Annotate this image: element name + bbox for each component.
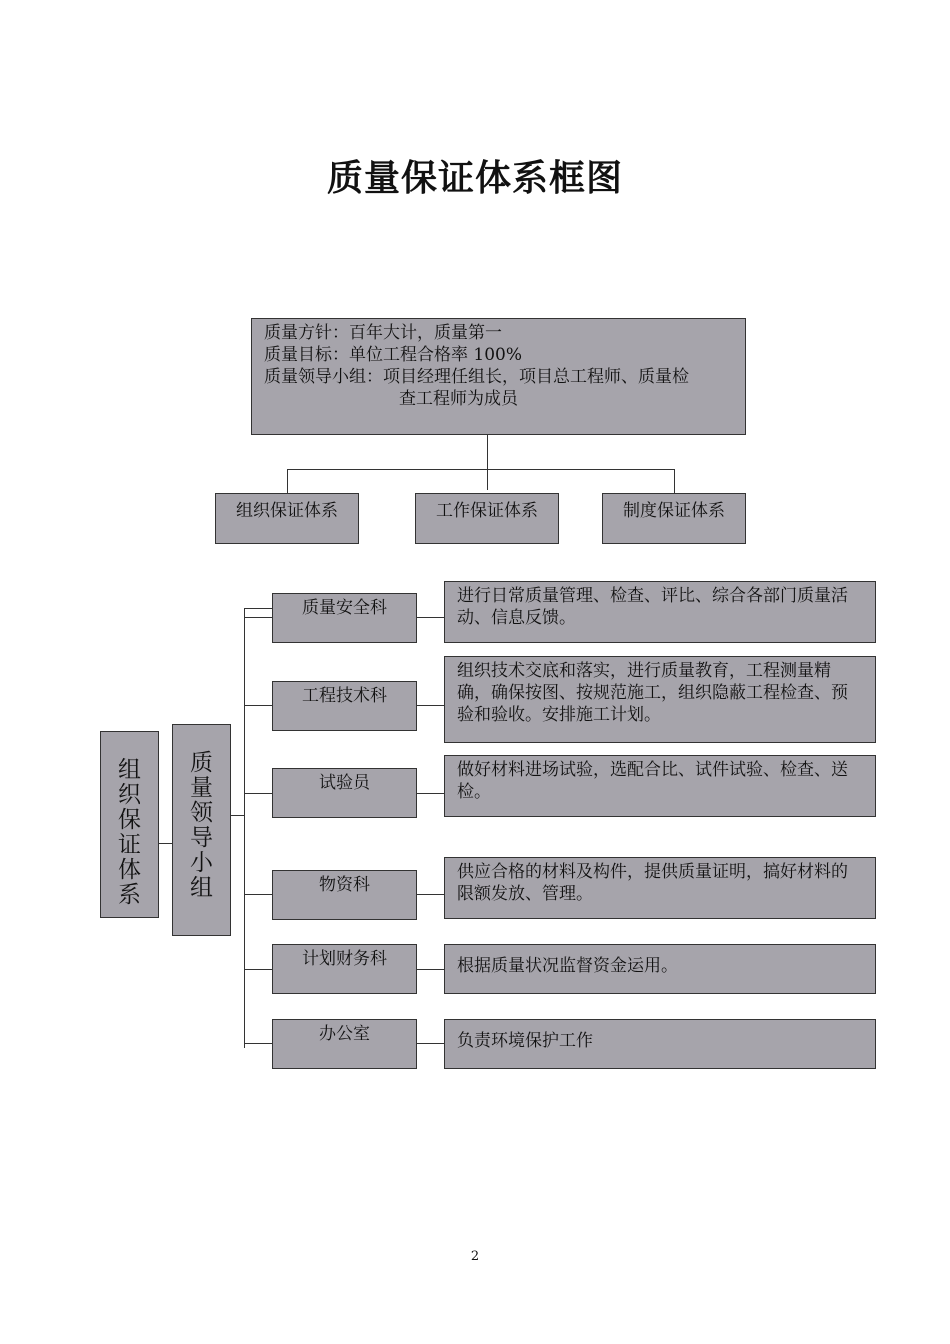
dept-box-quality-safety: 质量安全科: [272, 593, 417, 643]
trunk-vertical: [244, 608, 245, 1048]
quality-policy-line: 质量方针：百年大计，质量第一: [264, 323, 502, 343]
vertical-label-leader-group: 质量领导小组: [190, 750, 213, 901]
connector-top-horizontal: [287, 469, 675, 470]
dept-box-tester: 试验员: [272, 768, 417, 818]
dept-box-engineering: 工程技术科: [272, 681, 417, 731]
page-number: 2: [470, 1249, 480, 1264]
desc-box-finance: 根据质量状况监督资金运用。: [444, 944, 876, 994]
connector-top-vertical: [487, 435, 488, 490]
vertical-label-organization: 组织保证体系: [118, 757, 141, 908]
page-title: 质量保证体系框图: [326, 158, 623, 199]
dept-box-materials: 物资科: [272, 870, 417, 920]
desc-box-tester: 做好材料进场试验，选配合比、试件试验、检查、送检。: [444, 755, 876, 817]
link-5: [417, 969, 444, 970]
dept-box-finance: 计划财务科: [272, 944, 417, 994]
dept-box-office: 办公室: [272, 1019, 417, 1069]
trunk-top-tick: [244, 608, 272, 609]
quality-leader-line-cont: 查工程师为成员: [399, 389, 518, 409]
quality-policy-box: [251, 318, 746, 435]
link-3: [417, 793, 444, 794]
link-2: [417, 705, 444, 706]
desc-box-quality-safety: 进行日常质量管理、检查、评比、综合各部门质量活动、信息反馈。: [444, 581, 876, 643]
branch-1: [244, 617, 272, 618]
system-box-organization: 组织保证体系: [215, 493, 359, 544]
vertical-box-leader-group: [172, 724, 231, 936]
connector-sys3: [674, 469, 675, 493]
desc-box-materials: 供应合格的材料及构件，提供质量证明，搞好材料的限额发放、管理。: [444, 857, 876, 919]
branch-6: [244, 1043, 272, 1044]
vertical-box-organization: [100, 731, 159, 918]
branch-3: [244, 793, 272, 794]
branch-2: [244, 705, 272, 706]
quality-leader-line: 质量领导小组：项目经理任组长，项目总工程师、质量检: [264, 367, 689, 387]
system-box-institution: 制度保证体系: [602, 493, 746, 544]
connector-sys1: [287, 469, 288, 493]
link-1: [417, 617, 444, 618]
branch-5: [244, 969, 272, 970]
desc-box-office: 负责环境保护工作: [444, 1019, 876, 1069]
system-box-work: 工作保证体系: [415, 493, 559, 544]
connector-leader-to-trunk: [231, 815, 244, 816]
branch-4: [244, 894, 272, 895]
desc-box-engineering: 组织技术交底和落实，进行质量教育，工程测量精确，确保按图、按规范施工，组织隐蔽工程检查、预验和验收。安排施工计划。: [444, 656, 876, 743]
link-6: [417, 1043, 444, 1044]
quality-target-line: 质量目标：单位工程合格率 100%: [264, 345, 523, 365]
link-4: [417, 894, 444, 895]
connector-vbox: [159, 843, 172, 844]
